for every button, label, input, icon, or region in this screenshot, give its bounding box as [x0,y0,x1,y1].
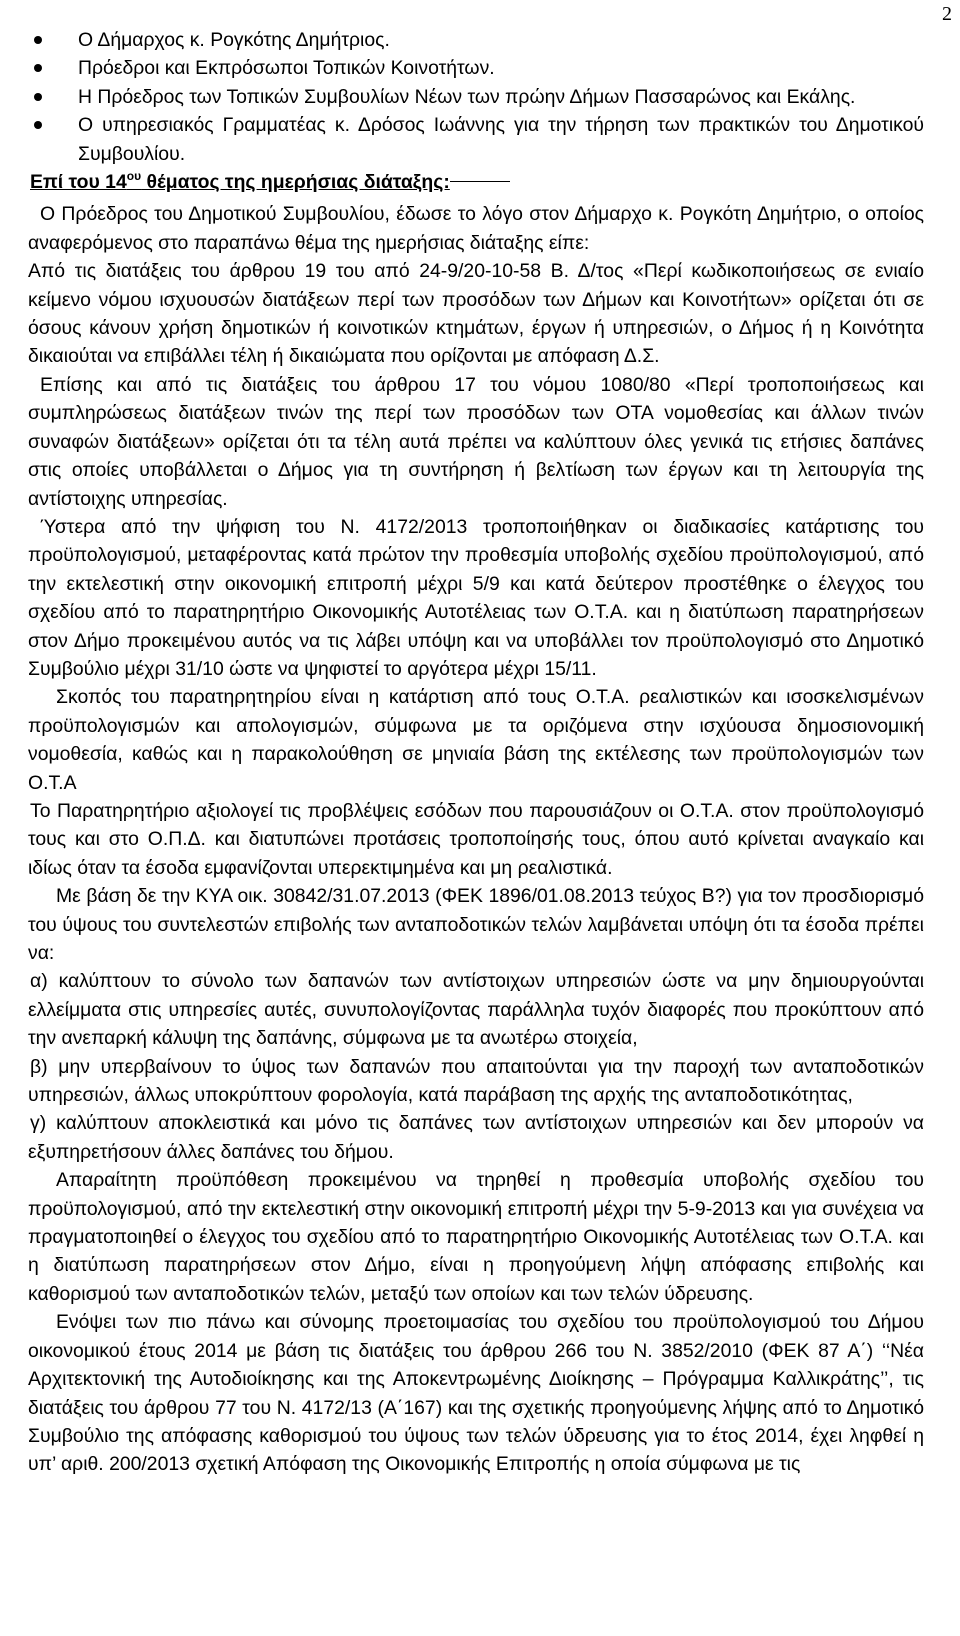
heading-prefix: Επί του 14 [30,171,127,194]
paragraph-condition-b: β) μην υπερβαίνουν το ύψος των δαπανών που απαιτούνται για την παροχή των ανταποδοτικών υπηρεσιών, άλλως υποκρύπτουν φορολογία, κατά παράβαση της αρχής της ανταποδοτικότητας, [28,1055,924,1107]
document-body [28,26,924,1479]
paragraph-condition-a: α) καλύπτουν το σύνολο των δαπανών των αντίστοιχων υπηρεσιών ώστε να μην δημιουργούνται ελλείμματα στις υπηρεσίες αυτές, συνυπολογίζοντας παράλληλα τυχόν διαφορές που προκύπτουν από την ανεπαρκή κάλυψη της δαπάνης, σύμφωνα με τα ανωτέρω στοιχεία, [28,970,924,1050]
heading-superscript: ου [126,169,142,184]
paragraph-kya: Με βάση δε την ΚΥΑ οικ. 30842/31.07.2013 (ΦΕΚ 1896/01.08.2013 τεύχος Β?) για τον προσδιορισμό του ύψους του συντελεστών επιβολής των ανταποδοτικών τελών λαμβάνεται υπόψη ότι τα έσοδα πρέπει να: [28,885,924,964]
heading-suffix: θέματος της ημερήσιας διάταξης: [141,171,450,194]
paragraph-condition-c: γ) καλύπτουν αποκλειστικά και μόνο τις δαπάνες των αντίστοιχων υπηρεσιών και δεν μπορούν να εξυπηρετήσουν άλλες δαπάνες του δήμου. [28,1112,924,1163]
page-number: 2 [942,3,952,25]
attendee-item-mayor: Ο Δήμαρχος κ. Ρογκότης Δημήτριος. [28,26,924,54]
heading-underline-extension [450,180,510,182]
attendee-item-presidents: Πρόεδροι και Εκπρόσωποι Τοπικών Κοινοτήτων. [28,54,924,82]
paragraph-article-17: Επίσης και από τις διατάξεις του άρθρου 17 του νόμου 1080/80 «Περί τροποποιήσεως και συμπληρώσεως διατάξεων τινών της περί των προσόδων των ΟΤΑ νομοθεσίας και άλλων τινών συναφών διατάξεων» ορίζεται ότι τα τέλη αυτά πρέπει να καλύπτουν όλες γενικά τις ετήσιες δαπάνες στις οποίες υποβάλλεται ο Δήμος για τη συντήρηση ή βελτίωση των έργων και τη λειτουργία της αντίστοιχης υπηρεσίας. [28,373,924,510]
agenda-item-heading [28,168,924,196]
attendee-list [28,26,924,168]
paragraph-observatory-evaluation: Το Παρατηρητήριο αξιολογεί τις προβλέψεις εσόδων που παρουσιάζουν οι Ο.Τ.Α. στον προϋπολογισμό τους και στο Ο.Π.Δ. και διατυπώνει προτάσεις τροποποίησής τους, όπου αυτό κρίνεται αναγκαίο και ιδίως όταν τα έσοδα εμφανίζονται υπερεκτιμημένα και μη ρεαλιστικά. [28,799,924,879]
paragraph-prerequisite: Απαραίτητη προϋπόθεση προκειμένου να τηρηθεί η προθεσμία υποβολής σχεδίου του προϋπολογισμού, από την εκτελεστική στην οικονομική επιτροπή μέχρι την 5-9-2013 και για συνέχεια να πραγματοποιηθεί ο έλεγχος του σχεδίου από το παρατηρητήριο Οικονομικής Αυτοτέλειας των Ο.Τ.Α. και η διατύπωση παρατηρήσεων στον Δήμο, είναι η προηγούμενη λήψη απόφασης επιβολής και καθορισμού των ανταποδοτικών τελών, μεταξύ των οποίων και των τελών ύδρευσης. [28,1169,924,1305]
paragraph-conclusion: Ενόψει των πιο πάνω και σύνομης προετοιμασίας του σχεδίου του προϋπολογισμού του Δήμου οικονομικού έτους 2014 με βάση τις διατάξεις του άρθρου 266 του Ν. 3852/2010 (ΦΕΚ 87 Α΄) ‘‘Νέα Αρχιτεκτονική της Αυτοδιοίκησης και της Αποκεντρωμένης Διοίκησης – Πρόγραμμα Καλλικράτης’’, τις διατάξεις του άρθρου 77 του Ν. 4172/13 (Α΄167) και της σχετικής προηγούμενης λήψης από το Δημοτικό Συμβούλιο της απόφασης καθορισμού του ύψους των τελών ύδρευσης για το έτος 2014, έχει ληφθεί η υπ’ αριθ. 200/2013 σχετική Απόφαση της Οικονομικής Επιτροπής η οποία σύμφωνα με τις [28,1311,924,1476]
attendee-item-youth-councils: Η Πρόεδρος των Τοπικών Συμβουλίων Νέων των πρώην Δήμων Πασσαρώνος και Εκάλης. [28,83,924,111]
paragraph-law-4172: Ύστερα από την ψήφιση του Ν. 4172/2013 τροποποιήθηκαν οι διαδικασίες κατάρτισης του προϋπολογισμού, μεταφέροντας κατά πρώτον την προθεσμία υποβολής σχεδίου προϋπολογισμού, από την εκτελεστική στην οικονομική επιτροπή μέχρι 5/9 και κατά δεύτερον προστέθηκε ο έλεγχος του σχεδίου από το παρατηρητήριο Οικονομικής Αυτοτέλειας των Ο.Τ.Α. και η διατύπωση παρατηρήσεων στον Δήμο προκειμένου αυτός να τις λάβει υπόψη και να υποβάλλει τον προϋπολογισμό στο Δημοτικό Συμβούλιο μέχρι 31/10 ώστε να ψηφιστεί το αργότερα μέχρι 15/11. [28,515,924,680]
paragraph-intro: Ο Πρόεδρος του Δημοτικού Συμβουλίου, έδωσε το λόγο στον Δήμαρχο κ. Ρογκότη Δημήτριο, ο οποίος αναφερόμενος στο παραπάνω θέμα της ημερήσιας διάταξης είπε: [28,203,924,254]
paragraph-observatory-purpose: Σκοπός του παρατηρητηρίου είναι η κατάρτιση από τους Ο.Τ.Α. ρεαλιστικών και ισοσκελισμένων προϋπολογισμών και απολογισμών, σύμφωνα με τα οριζόμενα στην ισχύουσα δημοσιονομική νομοθεσία, καθώς και η παρακολούθηση σε μηνιαία βάση της εκτέλεσης των προϋπολογισμών των Ο.Τ.Α [28,686,924,794]
paragraph-article-19: Από τις διατάξεις του άρθρου 19 του από 24-9/20-10-58 Β. Δ/τος «Περί κωδικοποιήσεως σε ενιαίο κείμενο νόμου ισχυουσών διατάξεων περί των προσόδων των Δήμων και Κοινοτήτων» ορίζεται ότι σε όσους κάνουν χρήση δημοτικών ή κοινοτικών κτημάτων, έργων ή υπηρεσιών, ο Δήμος ή η Κοινότητα δικαιούται να επιβάλλει τέλη ή δικαιώματα που ορίζονται με απόφαση Δ.Σ. [28,260,924,368]
attendee-item-secretary: Ο υπηρεσιακός Γραμματέας κ. Δρόσος Ιωάννης για την τήρηση των πρακτικών του Δημοτικού Συμβουλίου. [28,111,924,168]
